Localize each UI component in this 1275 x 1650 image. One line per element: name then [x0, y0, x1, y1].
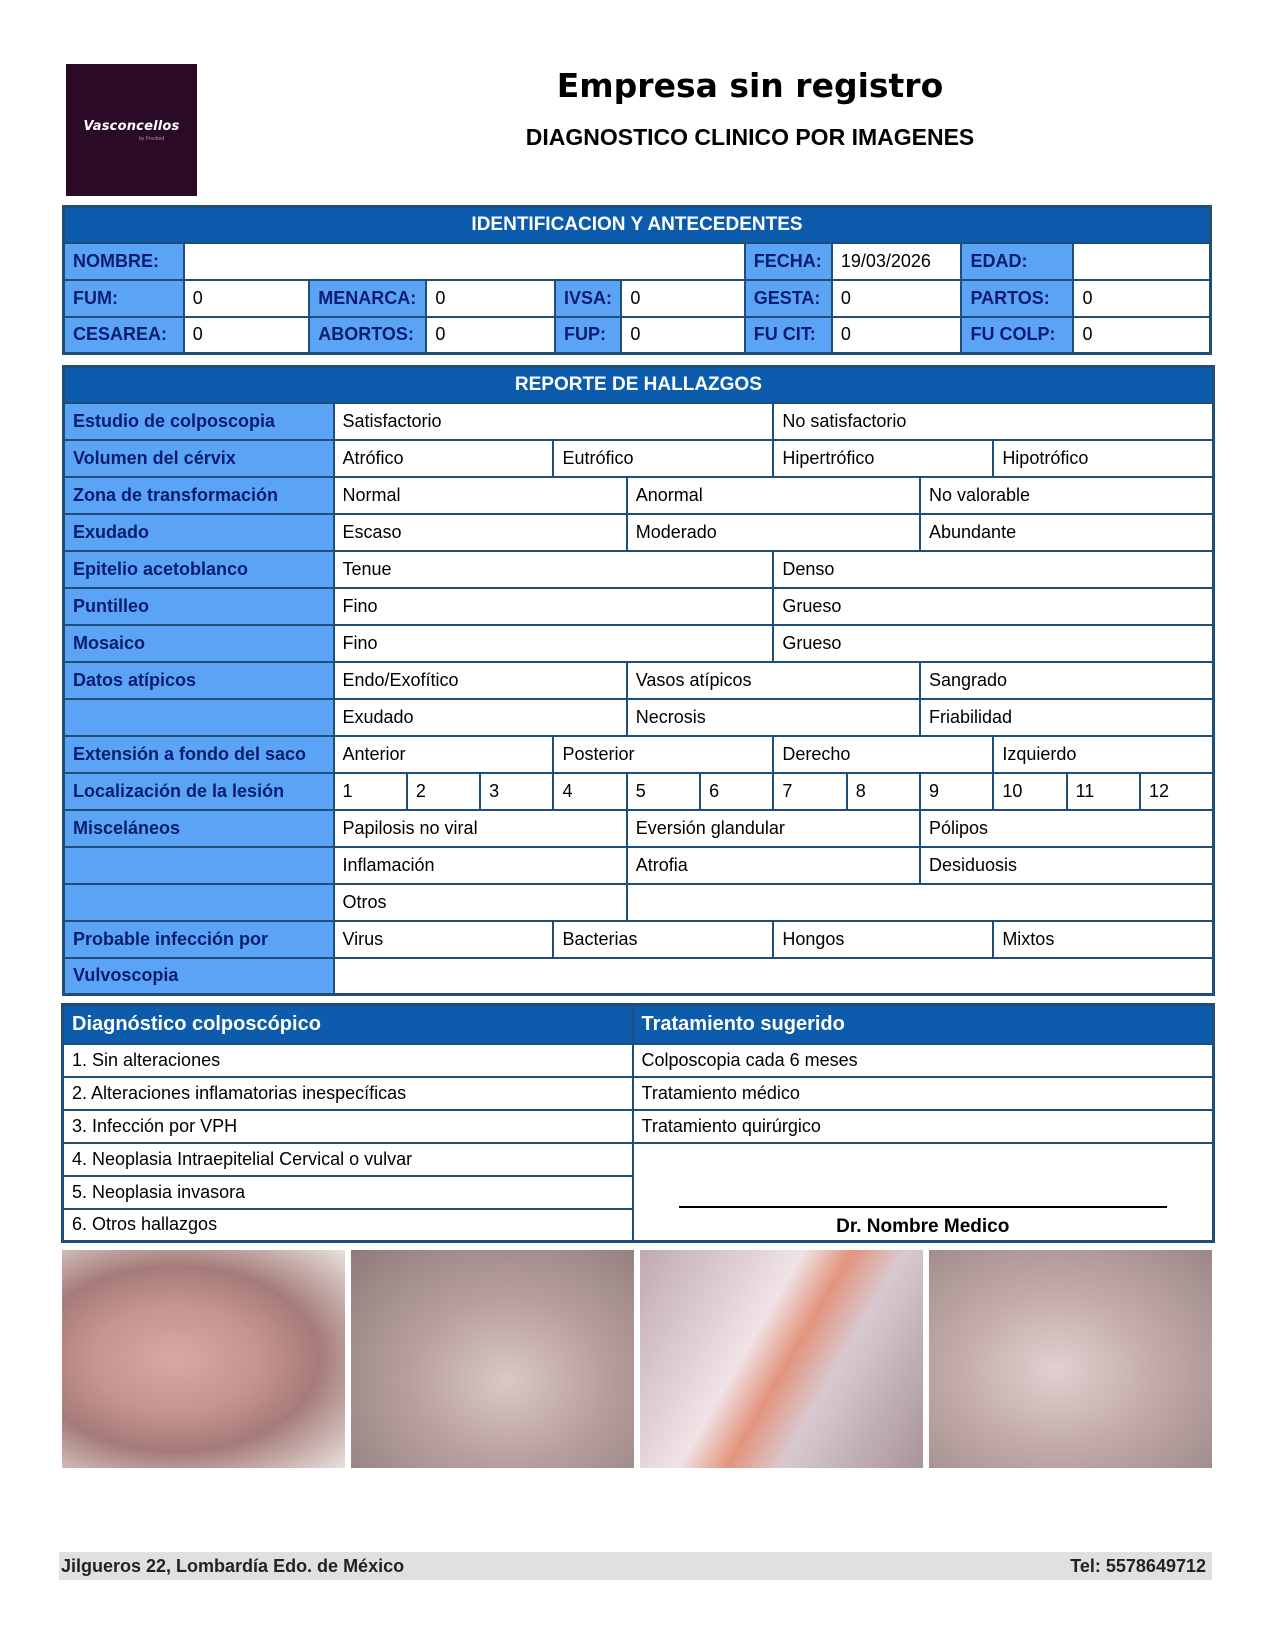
colposcopy-image	[62, 1250, 345, 1468]
puntilleo-option[interactable]: Grueso	[773, 588, 1213, 625]
miscelaneos-option[interactable]: Pólipos	[920, 810, 1213, 847]
identification-table	[62, 205, 1212, 355]
signature-line	[679, 1206, 1168, 1208]
localizacion-option[interactable]: 9	[920, 773, 993, 810]
diagnosis-item[interactable]: 6. Otros hallazgos	[63, 1209, 633, 1242]
otros-field[interactable]	[627, 884, 1214, 921]
atipicos-option[interactable]: Necrosis	[627, 699, 920, 736]
volumen-option[interactable]: Eutrófico	[553, 440, 773, 477]
cesarea-field[interactable]: 0	[184, 317, 309, 354]
ivsa-label: IVSA:	[555, 280, 621, 317]
abortos-label: ABORTOS:	[309, 317, 426, 354]
menarca-label: MENARCA:	[309, 280, 426, 317]
colposcopy-image	[929, 1250, 1212, 1468]
diagnosis-item[interactable]: 1. Sin alteraciones	[63, 1044, 633, 1077]
localizacion-option[interactable]: 3	[480, 773, 553, 810]
treatment-title: Tratamiento sugerido	[633, 1005, 1214, 1044]
treatment-item[interactable]: Tratamiento quirúrgico	[633, 1110, 1214, 1143]
localizacion-option[interactable]: 6	[700, 773, 773, 810]
extension-option[interactable]: Anterior	[334, 736, 554, 773]
zona-option[interactable]: Anormal	[627, 477, 920, 514]
colposcopy-images	[62, 1250, 1212, 1468]
zona-label: Zona de transformación	[64, 477, 334, 514]
colposcopy-image	[351, 1250, 634, 1468]
document-title: DIAGNOSTICO CLINICO POR IMAGENES	[525, 124, 975, 150]
footer-phone: Tel: 5578649712	[1070, 1555, 1206, 1576]
exudado-option[interactable]: Abundante	[920, 514, 1213, 551]
edad-label: EDAD:	[961, 243, 1073, 280]
fup-label: FUP:	[555, 317, 621, 354]
fucolp-field[interactable]: 0	[1073, 317, 1210, 354]
findings-section-title: REPORTE DE HALLAZGOS	[64, 367, 1214, 403]
gesta-field[interactable]: 0	[832, 280, 962, 317]
fecha-label: FECHA:	[745, 243, 832, 280]
epitelio-option[interactable]: Denso	[773, 551, 1213, 588]
estudio-option[interactable]: Satisfactorio	[334, 403, 774, 440]
logo-text: Vasconcellos	[83, 118, 180, 134]
localizacion-option[interactable]: 7	[773, 773, 846, 810]
diagnosis-item[interactable]: 2. Alteraciones inflamatorias inespecíficas	[63, 1077, 633, 1110]
treatment-item[interactable]: Tratamiento médico	[633, 1077, 1214, 1110]
fup-field[interactable]: 0	[621, 317, 744, 354]
abortos-field[interactable]: 0	[426, 317, 555, 354]
fum-field[interactable]: 0	[184, 280, 309, 317]
miscelaneos-label: Misceláneos	[64, 810, 334, 847]
atipicos-label-continued	[64, 699, 334, 736]
ivsa-field[interactable]: 0	[621, 280, 744, 317]
localizacion-option[interactable]: 11	[1067, 773, 1140, 810]
volumen-option[interactable]: Hipertrófico	[773, 440, 993, 477]
nombre-field[interactable]	[184, 243, 745, 280]
atipicos-option[interactable]: Sangrado	[920, 662, 1213, 699]
atipicos-option[interactable]: Friabilidad	[920, 699, 1213, 736]
localizacion-option[interactable]: 2	[407, 773, 480, 810]
miscelaneos-option[interactable]: Otros	[334, 884, 627, 921]
miscelaneos-option[interactable]: Desiduosis	[920, 847, 1213, 884]
ident-section-title: IDENTIFICACION Y ANTECEDENTES	[64, 207, 1211, 243]
localizacion-option[interactable]: 4	[553, 773, 626, 810]
exudado-option[interactable]: Escaso	[334, 514, 627, 551]
localizacion-option[interactable]: 1	[334, 773, 407, 810]
findings-table	[62, 365, 1215, 996]
mosaico-label: Mosaico	[64, 625, 334, 662]
nombre-label: NOMBRE:	[64, 243, 184, 280]
estudio-option[interactable]: No satisfactorio	[773, 403, 1213, 440]
extension-option[interactable]: Izquierdo	[993, 736, 1213, 773]
epitelio-option[interactable]: Tenue	[334, 551, 774, 588]
volumen-label: Volumen del cérvix	[64, 440, 334, 477]
miscelaneos-label-continued	[64, 847, 334, 884]
fucit-label: FU CIT:	[745, 317, 832, 354]
atipicos-option[interactable]: Endo/Exofítico	[334, 662, 627, 699]
colposcopy-image	[640, 1250, 923, 1468]
footer-address: Jilgueros 22, Lombardía Edo. de México	[61, 1555, 405, 1576]
zona-option[interactable]: No valorable	[920, 477, 1213, 514]
vulvoscopia-label: Vulvoscopia	[64, 958, 334, 995]
localizacion-option[interactable]: 10	[993, 773, 1066, 810]
doctor-name: Dr. Nombre Medico	[836, 1215, 1010, 1237]
puntilleo-label: Puntilleo	[64, 588, 334, 625]
miscelaneos-option[interactable]: Inflamación	[334, 847, 627, 884]
infeccion-label: Probable infección por	[64, 921, 334, 958]
diagnosis-treatment-table	[61, 1003, 1215, 1243]
puntilleo-option[interactable]: Fino	[334, 588, 774, 625]
footer	[59, 1552, 1212, 1580]
atipicos-label: Datos atípicos	[64, 662, 334, 699]
localizacion-label: Localización de la lesión	[64, 773, 334, 810]
infeccion-option[interactable]: Mixtos	[993, 921, 1213, 958]
extension-label: Extensión a fondo del saco	[64, 736, 334, 773]
company-logo	[66, 64, 197, 196]
diagnosis-title: Diagnóstico colposcópico	[63, 1005, 633, 1044]
menarca-field[interactable]: 0	[426, 280, 555, 317]
fecha-field[interactable]: 19/03/2026	[832, 243, 962, 280]
zona-option[interactable]: Normal	[334, 477, 627, 514]
vulvoscopia-field[interactable]	[334, 958, 1214, 995]
partos-field[interactable]: 0	[1073, 280, 1210, 317]
treatment-item[interactable]: Colposcopia cada 6 meses	[633, 1044, 1214, 1077]
miscelaneos-label-continued	[64, 884, 334, 921]
miscelaneos-option[interactable]: Atrofia	[627, 847, 920, 884]
edad-field[interactable]	[1073, 243, 1210, 280]
exudado-label: Exudado	[64, 514, 334, 551]
epitelio-label: Epitelio acetoblanco	[64, 551, 334, 588]
volumen-option[interactable]: Hipotrófico	[993, 440, 1213, 477]
localizacion-option[interactable]: 5	[627, 773, 700, 810]
signature-block	[633, 1143, 1214, 1242]
logo-subtext: by Prosbed	[138, 135, 165, 142]
diagnosis-item[interactable]: 4. Neoplasia Intraepitelial Cervical o vulvar	[63, 1143, 633, 1176]
extension-option[interactable]: Posterior	[553, 736, 773, 773]
fucolp-label: FU COLP:	[961, 317, 1073, 354]
volumen-option[interactable]: Atrófico	[334, 440, 554, 477]
extension-option[interactable]: Derecho	[773, 736, 993, 773]
atipicos-option[interactable]: Vasos atípicos	[627, 662, 920, 699]
fum-label: FUM:	[64, 280, 184, 317]
localizacion-option[interactable]: 8	[847, 773, 920, 810]
infeccion-option[interactable]: Bacterias	[553, 921, 773, 958]
infeccion-option[interactable]: Virus	[334, 921, 554, 958]
fucit-field[interactable]: 0	[832, 317, 962, 354]
diagnosis-item[interactable]: 3. Infección por VPH	[63, 1110, 633, 1143]
mosaico-option[interactable]: Grueso	[773, 625, 1213, 662]
company-name: Empresa sin registro	[556, 66, 944, 105]
diagnosis-item[interactable]: 5. Neoplasia invasora	[63, 1176, 633, 1209]
miscelaneos-option[interactable]: Eversión glandular	[627, 810, 920, 847]
gesta-label: GESTA:	[745, 280, 832, 317]
mosaico-option[interactable]: Fino	[334, 625, 774, 662]
estudio-label: Estudio de colposcopia	[64, 403, 334, 440]
cesarea-label: CESAREA:	[64, 317, 184, 354]
infeccion-option[interactable]: Hongos	[773, 921, 993, 958]
miscelaneos-option[interactable]: Papilosis no viral	[334, 810, 627, 847]
exudado-option[interactable]: Moderado	[627, 514, 920, 551]
localizacion-option[interactable]: 12	[1140, 773, 1213, 810]
partos-label: PARTOS:	[961, 280, 1073, 317]
atipicos-option[interactable]: Exudado	[334, 699, 627, 736]
